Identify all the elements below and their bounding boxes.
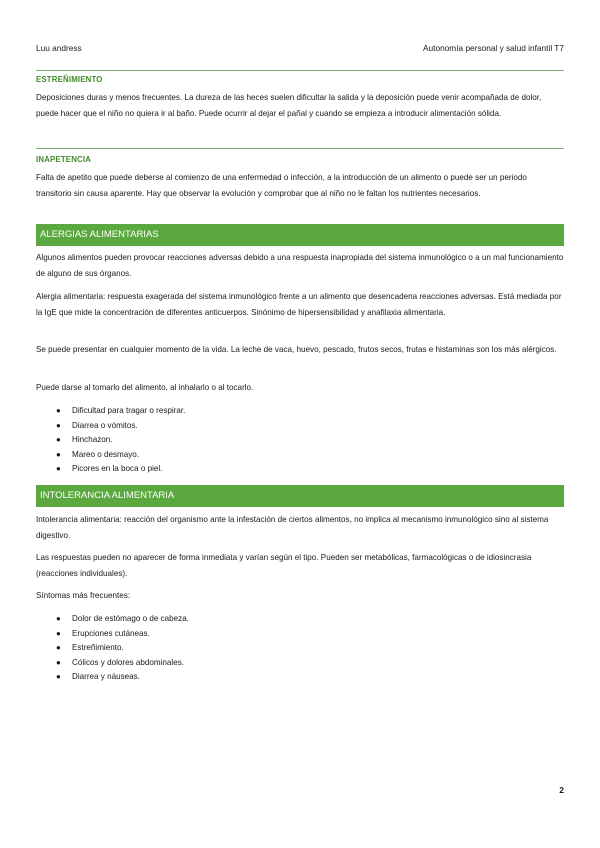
list-alergias-symptoms [36, 404, 564, 477]
paragraph-alergias-2: Alergia alimentaria: respuesta exagerada del sistema inmunológico frente a un alimento que desencadena reacciones adversas. Está mediada por la IgE que mide la concentración de diferentes anticuerpos. Sinónimo de hipersensibilidad y anafilaxia alimentaria. [36, 292, 562, 317]
list-item: ● Diarrea y náuseas. [36, 670, 564, 685]
bullet-icon: ● [56, 420, 61, 430]
section-title-inapetencia: INAPETENCIA [36, 155, 92, 164]
list-item: ● Mareo o desmayo. [36, 448, 564, 463]
list-intolerancia-symptoms [36, 612, 564, 685]
list-item: ● Erupciones cutáneas. [36, 627, 564, 642]
list-item: ● Dificultad para tragar o respirar. [36, 404, 564, 419]
paragraph-estrenimiento: Deposiciones duras y menos frecuentes. La dureza de las heces suelen dificultar la salida y la deposición puede venir acompañada de dolor, puede hacer que el niño no quiera ir al baño. Puede ocurrir al dejar el pañal y cuando se empieza a introducir alimentación sólida. [36, 93, 542, 118]
section-title-estrenimiento: ESTREÑIMIENTO [36, 75, 103, 84]
bullet-icon: ● [56, 643, 61, 652]
section-band-intolerancia: INTOLERANCIA ALIMENTARIA [36, 485, 564, 507]
header-author: Luu andress [36, 43, 82, 53]
list-item: ● Picores en la boca o piel. [36, 462, 564, 477]
paragraph-alergias-4: Puede darse al tomarlo del alimento, al inhalarlo o al tocarlo. [36, 383, 254, 392]
bullet-icon: ● [56, 672, 61, 681]
section-band-alergias: ALERGIAS ALIMENTARIAS [36, 224, 564, 246]
bullet-icon: ● [56, 628, 61, 638]
bullet-icon: ● [56, 614, 61, 623]
list-item: ● Dolor de estómago o de cabeza. [36, 612, 564, 627]
list-item: ● Estreñimiento. [36, 641, 564, 656]
paragraph-intolerancia-2: Las respuestas pueden no aparecer de forma inmediata y varían según el tipo. Pueden ser metabólicas, farmacológicas o de idiosincrasia (reacciones individuales). [36, 553, 532, 578]
paragraph-alergias-3: Se puede presentar en cualquier momento de la vida. La leche de vaca, huevo, pescado, frutos secos, frutas e histaminas son los más alérgicos. [36, 345, 557, 354]
page-number: 2 [559, 785, 564, 795]
header-course: Autonomía personal y salud infantil T7 [423, 43, 564, 53]
bullet-icon: ● [56, 464, 61, 473]
divider [36, 70, 564, 71]
bullet-icon: ● [56, 406, 61, 415]
paragraph-inapetencia: Falta de apetito que puede deberse al comienzo de una enfermedad o infección, a la introducción de un alimento o puede ser un periodo transitorio sin causa aparente. Hay que observar la evolución y comprobar que al niño no le faltan los nutrientes necesarios. [36, 173, 527, 198]
divider [36, 148, 564, 149]
list-item: ● Cólicos y dolores abdominales. [36, 656, 564, 671]
list-item: ● Hinchazon. [36, 433, 564, 448]
paragraph-alergias-1: Algunos alimentos pueden provocar reacciones adversas debido a una respuesta inapropiada del sistema inmunológico o a un mal funcionamiento de alguno de sus órganos. [36, 253, 564, 278]
bullet-icon: ● [56, 657, 61, 667]
bullet-icon: ● [56, 449, 61, 459]
bullet-icon: ● [56, 435, 61, 444]
list-item: ● Diarrea o vómitos. [36, 419, 564, 434]
paragraph-intolerancia-1: Intolerancia alimentaria: reacción del organismo ante la infestación de ciertos alimentos, no implica al mecanismo inmunológico sino al sistema digestivo. [36, 515, 549, 540]
document-page [36, 0, 564, 848]
paragraph-intolerancia-3: Síntomas más frecuentes: [36, 591, 131, 600]
